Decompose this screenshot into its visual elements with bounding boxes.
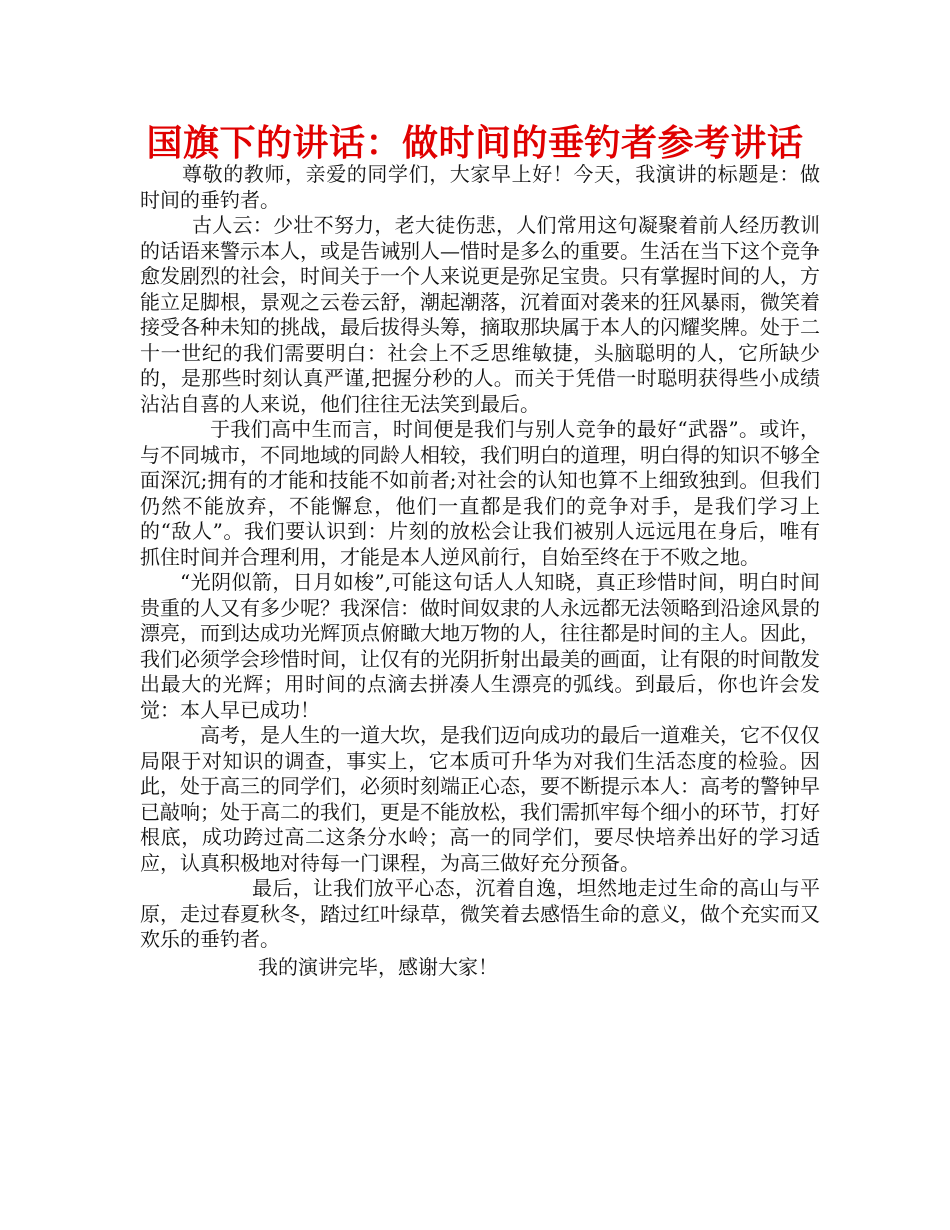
paragraph-college-entrance-exam: 高考，是人生的一道大坎，是我们迈向成功的最后一道难关，它不仅仅局限于对知识的调查，事实上，它本质可升华为对我们生活态度的检验。因此，处于高三的同学们，必须时刻端正心态，要不断提示本人：高考的警钟早已敲响；处于高二的我们，更是不能放松，我们需抓牢每个细小的环节，打好根底，成功跨过高二这条分水岭；高一的同学们，要尽快培养出好的学习适应，认真积极地对待每一门课程，为高三做好充分预备。 — [140, 723, 820, 875]
paragraph-time-flies: “光阴似箭，日月如梭”,可能这句话人人知晓，真正珍惜时间，明白时间贵重的人又有多少呢？我深信：做时间奴隶的人永远都无法领略到沿途风景的漂亮，而到达成功光辉顶点俯瞰大地万物的人，往往都是时间的主人。因此，我们必须学会珍惜时间，让仅有的光阴折射出最美的画面，让有限的时间散发出最大的光辉；用时间的点滴去拼凑人生漂亮的弧线。到最后，你也许会发觉：本人早已成功！ — [140, 570, 820, 722]
document-body — [140, 162, 820, 980]
closing-line: 我的演讲完毕，感谢大家！ — [258, 954, 498, 979]
document-title: 国旗下的讲话：做时间的垂钓者参考讲话 — [146, 123, 804, 164]
paragraph-cherish-time: 古人云：少壮不努力，老大徒伤悲，人们常用这句凝聚着前人经历教训的话语来警示本人，或是告诫别人—惜时是多么的重要。生活在当下这个竞争愈发剧烈的社会，时间关于一个人来说更是弥足宝贵。只有掌握时间的人，方能立足脚根，景观之云卷云舒，潮起潮落，沉着面对袭来的狂风暴雨，微笑着接受各种未知的挑战，最后拔得头筹，摘取那块属于本人的闪耀奖牌。处于二十一世纪的我们需要明白：社会上不乏思维敏捷，头脑聪明的人，它所缺少的，是那些时刻认真严谨,把握分秒的人。而关于凭借一时聪明获得些小成绩沾沾自喜的人来说，他们往往无法笑到最后。 — [140, 213, 820, 416]
paragraph-conclusion: 最后，让我们放平心态，沉着自逸，坦然地走过生命的高山与平原，走过春夏秋冬，踏过红叶绿草，微笑着去感悟生命的意义，做个充实而又欢乐的垂钓者。 — [140, 876, 820, 951]
paragraph-high-school-students: 于我们高中生而言，时间便是我们与别人竞争的最好“武器”。或许，与不同城市，不同地域的同龄人相较，我们明白的道理，明白得的知识不够全面深沉;拥有的才能和技能不如前者;对社会的认知也算不上细致独到。但我们仍然不能放弃，不能懈怠，他们一直都是我们的竞争对手，是我们学习上的“敌人”。我们要认识到：片刻的放松会让我们被别人远远甩在身后，唯有抓住时间并合理利用，才能是本人逆风前行，自始至终在于不败之地。 — [140, 417, 820, 569]
paragraph-greeting: 尊敬的教师，亲爱的同学们，大家早上好！今天，我演讲的标题是：做时间的垂钓者。 — [140, 162, 820, 212]
